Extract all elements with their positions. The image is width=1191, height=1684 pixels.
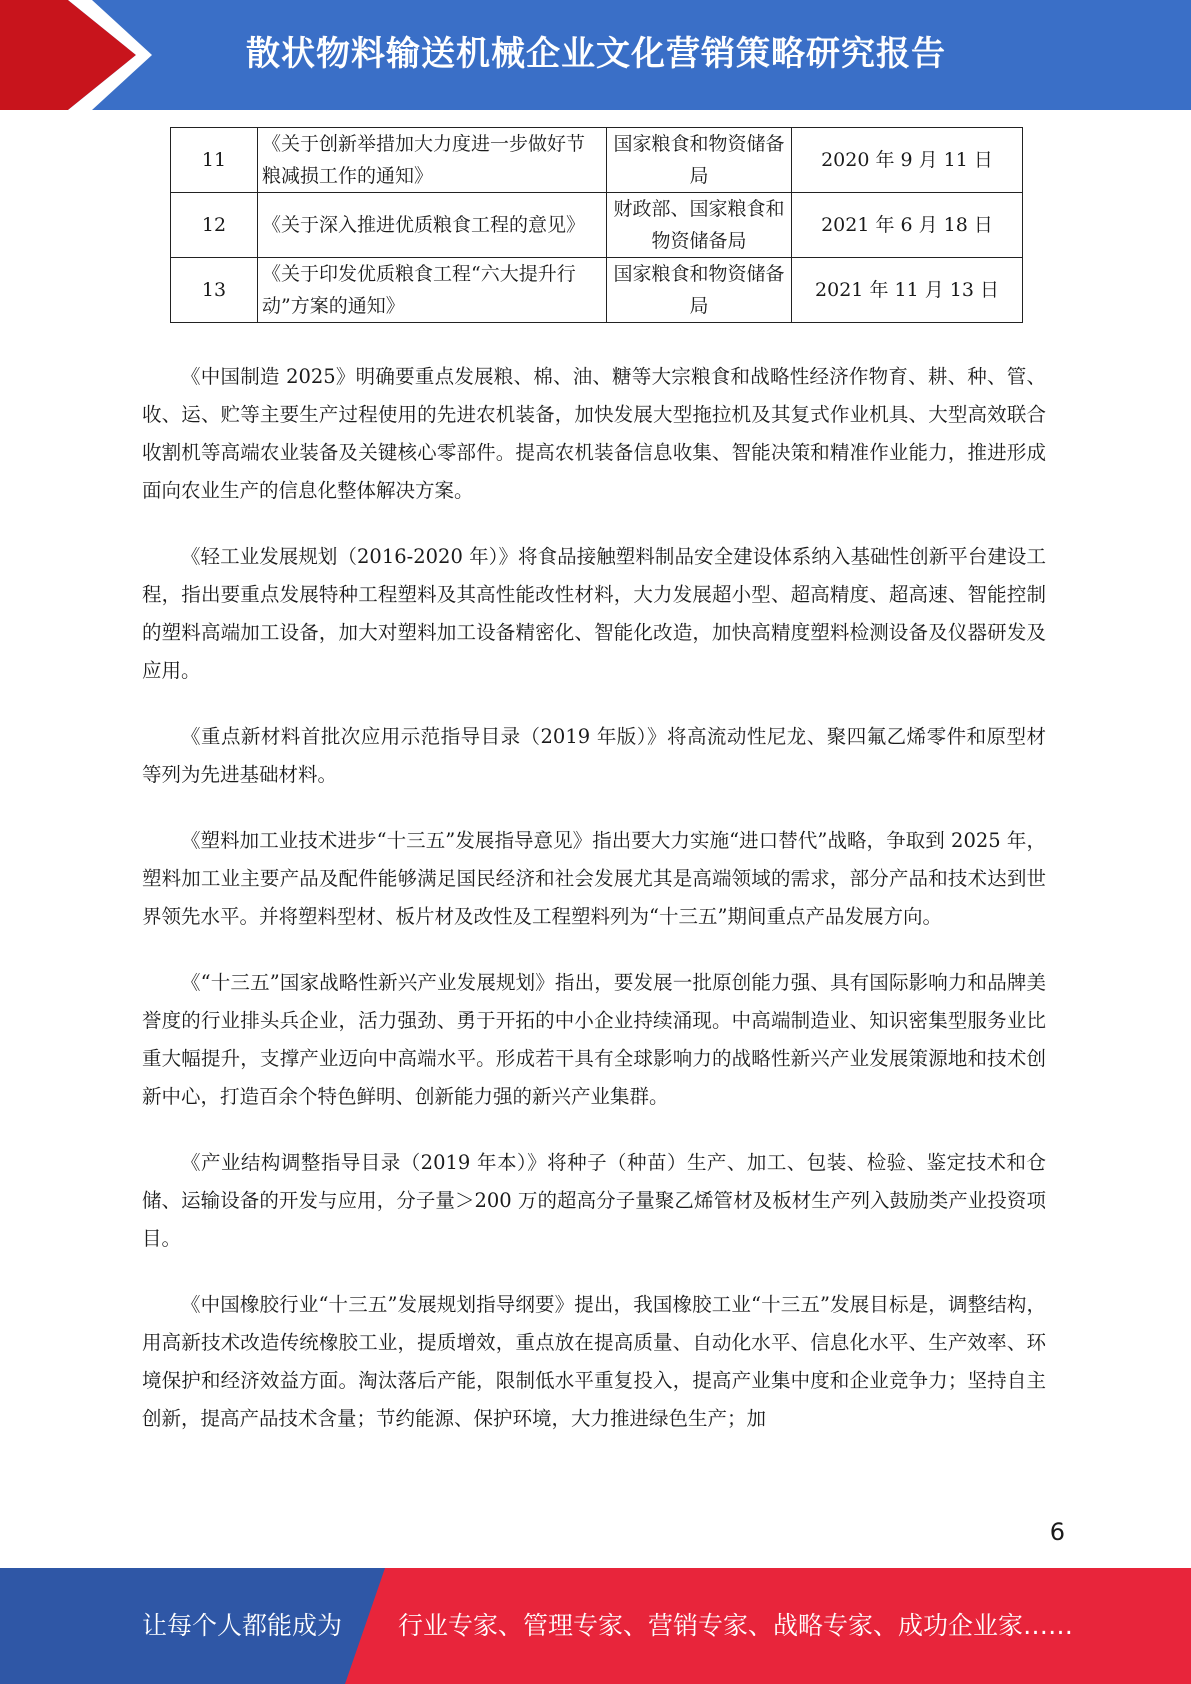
table-row	[171, 128, 1023, 193]
table-row	[171, 258, 1023, 323]
report-title: 散状物料输送机械企业文化营销策略研究报告	[246, 34, 946, 74]
footer-slogan-right: 行业专家、管理专家、营销专家、战略专家、成功企业家……	[398, 1611, 1074, 1640]
issuing-agency: 国家粮食和物资储备局	[607, 128, 792, 193]
policy-table	[170, 127, 1023, 323]
paragraph: 《重点新材料首批次应用示范指导目录（2019 年版）》将高流动性尼龙、聚四氟乙烯零件和原型材等列为先进基础材料。	[142, 725, 1046, 786]
issue-date: 2021 年 6 月 18 日	[792, 193, 1023, 258]
issue-date: 2020 年 9 月 11 日	[792, 128, 1023, 193]
table-row	[171, 193, 1023, 258]
paragraph: 《产业结构调整指导目录（2019 年本）》将种子（种苗）生产、加工、包装、检验、鉴定技术和仓储、运输设备的开发与应用，分子量＞200 万的超高分子量聚乙烯管材及板材生产列入鼓励类产业投资项目。	[142, 1151, 1046, 1250]
paragraph: 《中国橡胶行业“十三五”发展规划指导纲要》提出，我国橡胶工业“十三五”发展目标是，调整结构，用高新技术改造传统橡胶工业，提质增效，重点放在提高质量、自动化水平、信息化水平、生产效率、环境保护和经济效益方面。淘汰落后产能，限制低水平重复投入，提高产业集中度和企业竞争力；坚持自主创新，提高产品技术含量；节约能源、保护环境，大力推进绿色生产；加	[142, 1293, 1046, 1430]
page-footer	[0, 1568, 1191, 1684]
issuing-agency: 国家粮食和物资储备局	[607, 258, 792, 323]
paragraph: 《中国制造 2025》明确要重点发展粮、棉、油、糖等大宗粮食和战略性经济作物育、耕、种、管、收、运、贮等主要生产过程使用的先进农机装备，加快发展大型拖拉机及其复式作业机具、大型高效联合收割机等高端农业装备及关键核心零部件。提高农机装备信息收集、智能决策和精准作业能力，推进形成面向农业生产的信息化整体解决方案。	[142, 365, 1046, 502]
page-number: 6	[1049, 1518, 1065, 1546]
paragraph: 《轻工业发展规划（2016-2020 年）》将食品接触塑料制品安全建设体系纳入基础性创新平台建设工程，指出要重点发展特种工程塑料及其高性能改性材料，大力发展超小型、超高精度、超高速、智能控制的塑料高端加工设备，加大对塑料加工设备精密化、智能化改造，加快高精度塑料检测设备及仪器研发及应用。	[142, 545, 1046, 682]
footer-slogan-left: 让每个人都能成为	[142, 1611, 343, 1640]
paragraph: 《“十三五”国家战略性新兴产业发展规划》指出，要发展一批原创能力强、具有国际影响力和品牌美誉度的行业排头兵企业，活力强劲、勇于开拓的中小企业持续涌现。中高端制造业、知识密集型服务业比重大幅提升，支撑产业迈向中高端水平。形成若干具有全球影响力的战略性新兴产业发展策源地和技术创新中心，打造百余个特色鲜明、创新能力强的新兴产业集群。	[142, 971, 1046, 1108]
issuing-agency: 财政部、国家粮食和物资储备局	[607, 193, 792, 258]
document-title: 《关于创新举措加大力度进一步做好节粮减损工作的通知》	[258, 128, 607, 193]
row-number: 11	[171, 128, 258, 193]
document-title: 《关于印发优质粮食工程“六大提升行动”方案的通知》	[258, 258, 607, 323]
row-number: 13	[171, 258, 258, 323]
issue-date: 2021 年 11 月 13 日	[792, 258, 1023, 323]
row-number: 12	[171, 193, 258, 258]
paragraph: 《塑料加工业技术进步“十三五”发展指导意见》指出要大力实施“进口替代”战略，争取到 2025 年，塑料加工业主要产品及配件能够满足国民经济和社会发展尤其是高端领域的需求，部分产品和技术达到世界领先水平。并将塑料型材、板片材及改性及工程塑料列为“十三五”期间重点产品发展方向。	[142, 829, 1046, 928]
document-title: 《关于深入推进优质粮食工程的意见》	[258, 193, 607, 258]
policy-table-container	[170, 127, 1023, 323]
body-text	[142, 358, 1046, 1466]
page-header	[0, 0, 1191, 110]
